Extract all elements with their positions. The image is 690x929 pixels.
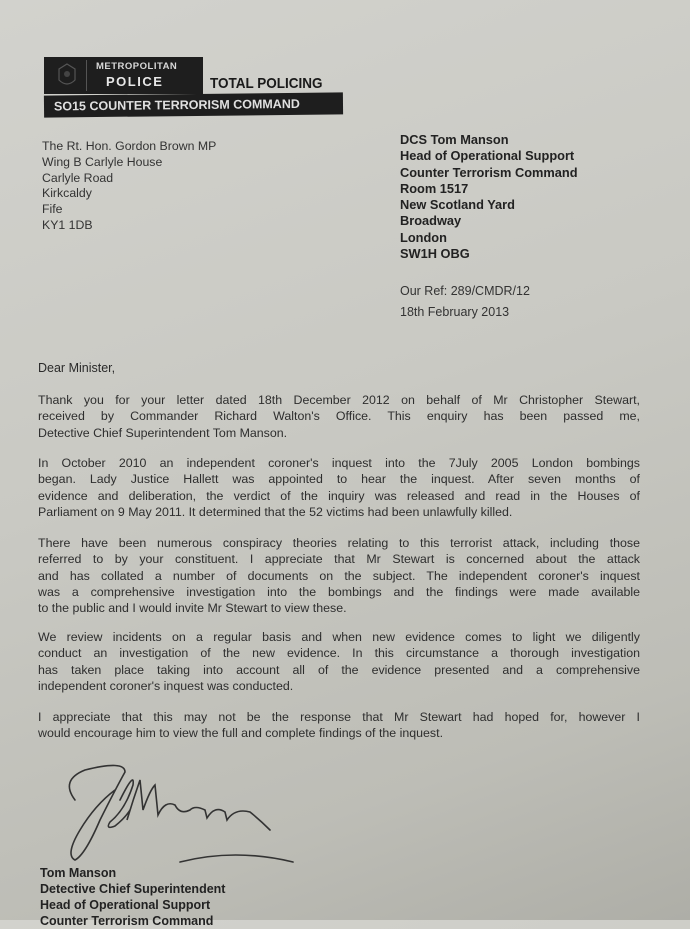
unit-banner: SO15 COUNTER TERRORISM COMMAND xyxy=(44,92,343,117)
address-line: KY1 1DB xyxy=(42,217,93,232)
text-line: and has collated a number of documents on the subject. The independent coroner's inquest xyxy=(38,568,640,583)
sender-line: SW1H OBG xyxy=(400,246,470,262)
slogan: TOTAL POLICING xyxy=(210,75,323,92)
handwritten-signature xyxy=(55,760,335,875)
sender-line: Room 1517 xyxy=(400,180,469,196)
paragraph xyxy=(38,455,640,520)
text-line: Detective Chief Superintendent Tom Manson. xyxy=(38,425,288,440)
sender-line: Head of Operational Support xyxy=(400,148,575,164)
text-line: would encourage him to view the full and complete findings of the inquest. xyxy=(38,726,444,741)
address-line: The Rt. Hon. Gordon Brown MP xyxy=(42,139,217,153)
paragraph xyxy=(38,709,640,742)
signoff-block xyxy=(40,865,225,929)
text-line: received by Commander Richard Walton's Office. This enquiry has been passed me, xyxy=(38,409,640,424)
text-line: Thank you for your letter dated 18th December 2012 on behalf of Mr Christopher Stewart, xyxy=(38,393,640,407)
signatory-name: Tom Manson xyxy=(40,866,117,880)
text-line: independent coroner's inquest was conducted. xyxy=(38,678,294,693)
sender-line: DCS Tom Manson xyxy=(400,132,509,147)
address-line: Wing B Carlyle House xyxy=(42,154,163,169)
signatory-rank: Detective Chief Superintendent xyxy=(40,882,226,896)
text-line: has taken place taking into account all of the evidence presented and a comprehensive xyxy=(38,662,640,677)
address-line: Carlyle Road xyxy=(42,170,114,185)
sender-address xyxy=(400,132,578,262)
text-line: Parliament on 9 May 2011. It determined that the 52 victims had been unlawfully killed. xyxy=(38,504,513,519)
sender-line: New Scotland Yard xyxy=(400,197,515,213)
text-line: conduct an investigation of the new evidence. In this circumstance a thorough investigation xyxy=(38,646,640,661)
sender-line: London xyxy=(400,229,447,245)
logo-metropolitan: METROPOLITAN xyxy=(96,61,178,72)
sender-line: Broadway xyxy=(400,213,462,229)
address-line: Kirkcaldy xyxy=(42,186,92,201)
text-line: In October 2010 an independent coroner's inquest into the 7July 2005 London bombings xyxy=(38,456,640,470)
signatory-unit: Counter Terrorism Command xyxy=(40,914,214,928)
text-line: evidence and deliberation, the verdict of the inquiry was released and read in the Houses of xyxy=(38,488,640,503)
paragraph xyxy=(38,629,640,694)
crest-icon xyxy=(48,60,87,91)
paragraph xyxy=(38,535,640,616)
text-line: was a comprehensive investigation into the bombings and the findings were made available xyxy=(38,584,640,599)
text-line: began. Lady Justice Hallett was appointed to hear the inquest. After seven months of xyxy=(38,472,640,487)
signatory-role: Head of Operational Support xyxy=(40,898,211,912)
text-line: to the public and I would invite Mr Stewart to view these. xyxy=(38,601,347,616)
address-line: Fife xyxy=(42,202,63,217)
text-line: referred to by your constituent. I appreciate that Mr Stewart is concerned about the attack xyxy=(38,552,640,567)
paragraph xyxy=(38,392,640,441)
text-line: I appreciate that this may not be the response that Mr Stewart had hoped for, however I xyxy=(38,710,640,724)
sender-line: Counter Terrorism Command xyxy=(400,164,578,180)
met-police-logo xyxy=(44,57,203,94)
salutation: Dear Minister, xyxy=(38,361,116,375)
text-line: There have been numerous conspiracy theories relating to this terrorist attack, including those xyxy=(38,536,640,550)
logo-police: POLICE xyxy=(106,74,164,89)
letter-date: 18th February 2013 xyxy=(400,305,510,319)
text-line: We review incidents on a regular basis and when new evidence comes to light we diligently xyxy=(38,630,640,644)
recipient-address xyxy=(42,139,216,234)
reference: Our Ref: 289/CMDR/12 xyxy=(400,284,530,298)
